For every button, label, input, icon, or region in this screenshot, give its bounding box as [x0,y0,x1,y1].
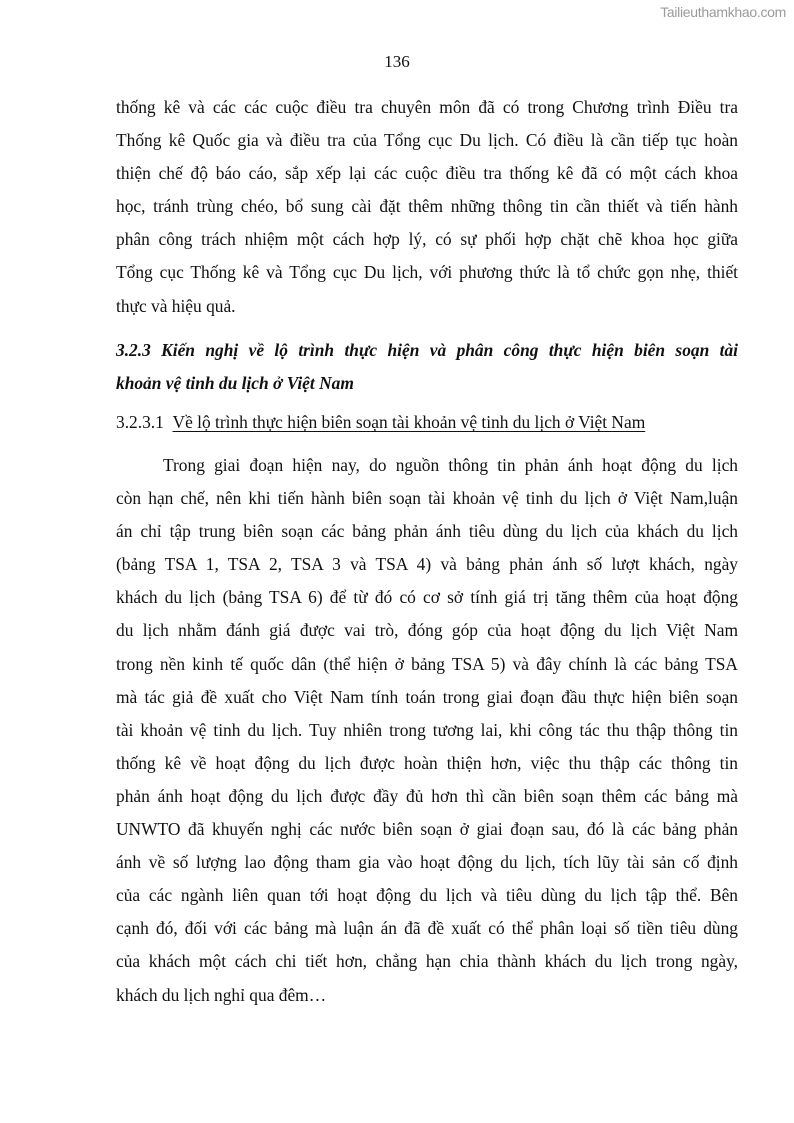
text-line: Tổng cục Thống kê và Tổng cục Du lịch, với phương thức là tổ chức gọn nhẹ, thiết [116,262,738,283]
text-line: tài khoản vệ tinh du lịch. Tuy nhiên trong tương lai, khi công tác thu thập thông tin [116,719,738,740]
paragraph-1 [116,91,738,323]
text-line: thống kê và các các cuộc điều tra chuyên môn đã có trong Chương trình Điều tra [116,97,738,117]
text-line: học, tránh trùng chéo, bổ sung cài đặt thêm những thông tin cần thiết và tiến hành [116,196,738,217]
subsection-heading [116,406,738,439]
text-line: án chỉ tập trung biên soạn các bảng phản ánh tiêu dùng du lịch của khách du lịch [116,521,738,542]
heading-line: 3.2.3 Kiến nghị về lộ trình thực hiện và phân công thực hiện biên soạn tài [116,340,738,360]
text-line: của khách một cách chi tiết hơn, chẳng hạn chia thành khách du lịch trong ngày, [116,951,738,972]
watermark: Tailieuthamkhao.com [660,4,786,20]
paragraph-2 [116,449,738,1012]
section-heading [116,334,738,400]
text-line: thực và hiệu quả. [116,295,236,316]
text-line: ánh về số lượng lao động tham gia vào hoạt động du lịch, tích lũy tài sản cố định [116,852,738,873]
page-number: 136 [384,52,410,71]
text-line: khách du lịch (bảng TSA 6) để từ đó có cơ sở tính giá trị tăng thêm của hoạt động [116,587,738,608]
text-line: du lịch nhằm đánh giá được vai trò, đóng góp của hoạt động du lịch Việt Nam [116,620,738,641]
text-line: phân công trách nhiệm một cách hợp lý, có sự phối hợp chặt chẽ khoa học giữa [116,229,738,250]
subsection-number: 3.2.3.1 [116,412,164,432]
text-line: Trong giai đoạn hiện nay, do nguồn thông tin phản ánh hoạt động du lịch [163,455,738,475]
text-line: phản ánh hoạt động du lịch được đầy đủ hơn thì cần biên soạn thêm các bảng mà [116,785,738,806]
text-line: trong nền kinh tế quốc dân (thể hiện ở bảng TSA 5) và đây chính là các bảng TSA [116,653,738,674]
text-line: còn hạn chế, nên khi tiến hành biên soạn tài khoản vệ tinh du lịch ở Việt Nam,luận [116,488,738,509]
heading-line: khoản vệ tinh du lịch ở Việt Nam [116,373,354,394]
text-line: Thống kê Quốc gia và điều tra của Tổng cục Du lịch. Có điều là cần tiếp tục hoàn [116,130,738,151]
text-line: của các ngành liên quan tới hoạt động du lịch và tiêu dùng du lịch tập thể. Bên [116,885,738,906]
subsection-title: Về lộ trình thực hiện biên soạn tài khoản vệ tinh du lịch ở Việt Nam [172,412,646,432]
text-line: khách du lịch nghỉ qua đêm… [116,984,327,1005]
text-line: thống kê về hoạt động du lịch được hoàn thiện hơn, việc thu thập các thông tin [116,752,738,773]
text-line: mà tác giả đề xuất cho Việt Nam tính toán trong giai đoạn đầu thực hiện biên soạn [116,686,738,707]
text-line: cạnh đó, đối với các bảng mà luận án đã đề xuất có thể phân loại số tiền tiêu dùng [116,918,738,939]
text-line: UNWTO đã khuyến nghị các nước biên soạn ở giai đoạn sau, đó là các bảng phản [116,819,738,840]
text-line: (bảng TSA 1, TSA 2, TSA 3 và TSA 4) và bảng phản ánh số lượt khách, ngày [116,554,738,575]
text-line: thiện chế độ báo cáo, sắp xếp lại các cuộc điều tra thống kê đã có một cách khoa [116,163,738,184]
